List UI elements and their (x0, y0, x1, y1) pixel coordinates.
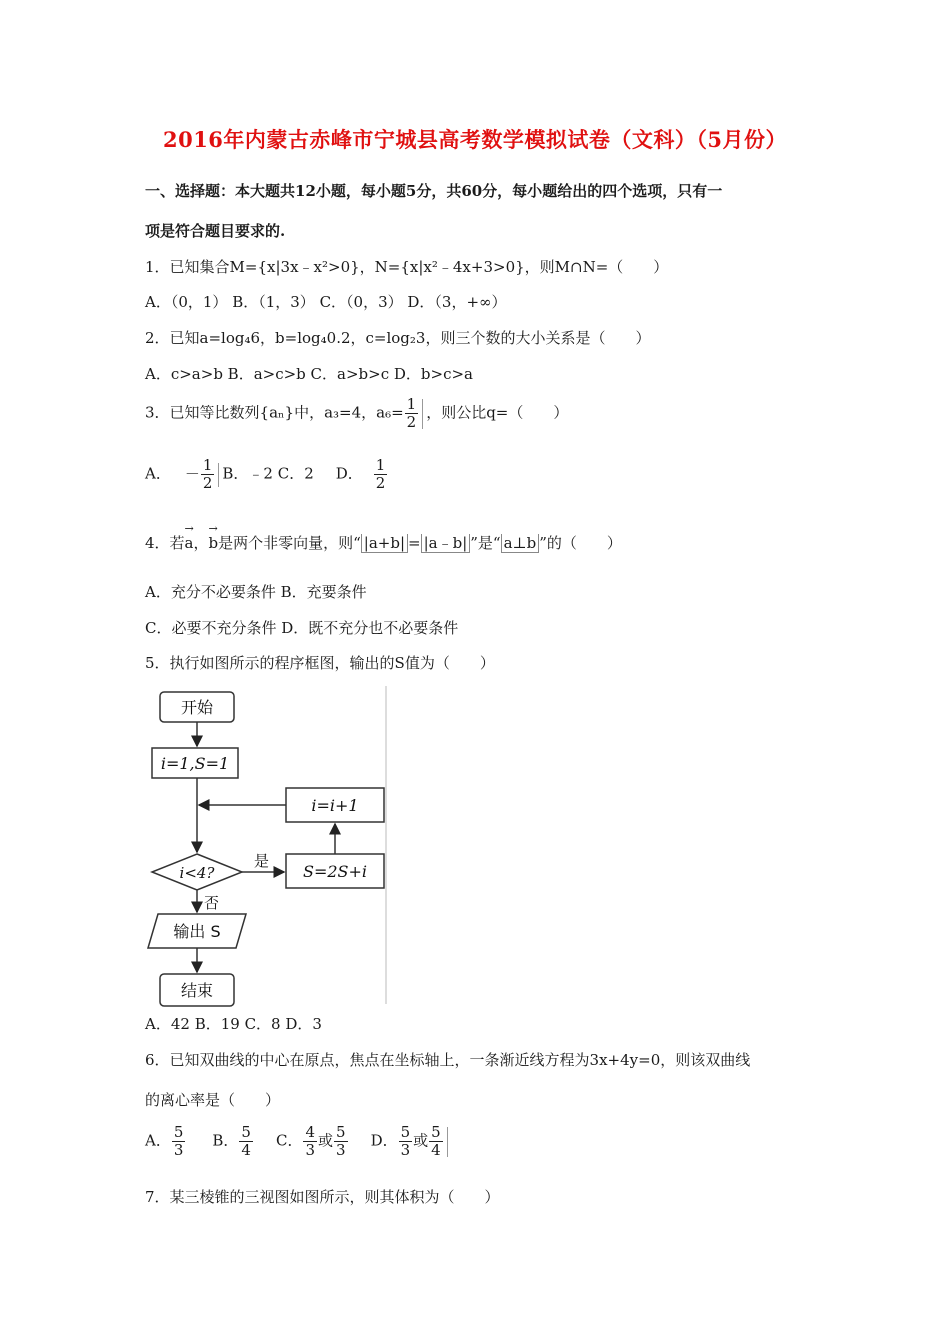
flow-start-label: 开始 (180, 698, 214, 717)
flow-update-s-label: S=2S+i (302, 862, 368, 881)
question-4-options-ab: A．充分不必要条件 B．充要条件 (145, 583, 367, 601)
question-1-stem: 1．已知集合M={x|3x﹣x²>0}，N={x|x²﹣4x+3>0}，则M∩N=（ ） (145, 258, 669, 276)
question-6-options: A． $\frac{5}{3}$ B． $\frac{5}{4}$ C． $\frac{4}{3}$ 或 $\frac{5}{3}$ D． $\frac{5}{3}$ 或 $\frac{5}{4}$ (145, 1124, 451, 1159)
perpendicular-condition: a⊥b (501, 534, 540, 553)
flow-end-label: 结束 (180, 981, 214, 1000)
q3-stem-post: ，则公比q=（ ） (426, 403, 569, 422)
flow-condition-label: i<4? (179, 864, 215, 882)
norm-diff: |a﹣b| (421, 534, 471, 553)
question-6-stem-line2: 的离心率是（ ） (145, 1091, 281, 1109)
flow-output-label: 输出 S (173, 922, 221, 941)
section-heading-line1: 一、选择题：本大题共12小题，每小题5分，共60分，每小题给出的四个选项，只有一 (145, 182, 723, 200)
page-title: 2016年内蒙古赤峰市宁城县高考数学模拟试卷（文科）（5月份） (162, 127, 788, 152)
q3-option-a-fraction: $\frac{1}{2}$ (202, 456, 213, 492)
section-heading-line2: 项是符合题目要求的. (145, 222, 286, 240)
question-4-stem: 4．若→ a，→ b是两个非零向量，则“ |a+b| = |a﹣b| ”是“ a⊥b ”的（ ） (145, 532, 622, 553)
q3-fraction: $\frac{1}{2}$ (406, 395, 417, 431)
flow-update-i-label: i=i+1 (311, 796, 359, 815)
question-4-options-cd: C．必要不充分条件 D．既不充分也不必要条件 (145, 619, 459, 637)
flow-init-label: i=1,S=1 (160, 754, 230, 773)
flow-no-label: 否 (204, 894, 220, 912)
question-2-stem: 2．已知a=log₄6，b=log₄0.2，c=log₂3，则三个数的大小关系是（ ） (145, 329, 651, 347)
question-3-stem (145, 396, 568, 431)
q3-stem-pre: 3．已知等比数列{aₙ}中，a₃=4，a₆= (145, 403, 404, 422)
program-flowchart (140, 686, 400, 1011)
q3-option-d-fraction: $\frac{1}{2}$ (375, 456, 386, 492)
question-7-stem: 7．某三棱锥的三视图如图所示，则其体积为（ ） (145, 1188, 500, 1206)
norm-sum: |a+b| (361, 534, 408, 553)
question-3-options: A． － $\frac{1}{2}$ B．﹣2 C．2 D． $\frac{1}{2}$ (145, 456, 386, 492)
question-2-options: A．c>a>b B．a>c>b C．a>b>c D．b>c>a (145, 365, 473, 383)
vector-b: → b (209, 534, 219, 552)
vector-a: → a (185, 534, 194, 552)
question-6-stem-line1: 6．已知双曲线的中心在原点，焦点在坐标轴上，一条渐近线方程为3x+4y=0，则该双曲线 (145, 1051, 751, 1069)
question-1-options: A．（0，1） B．（1，3） C．（0，3） D．（3，+∞） (145, 293, 507, 311)
question-5-options: A．42 B．19 C．8 D．3 (145, 1015, 322, 1033)
question-5-stem: 5．执行如图所示的程序框图，输出的S值为（ ） (145, 654, 495, 672)
flow-yes-label: 是 (254, 852, 270, 870)
